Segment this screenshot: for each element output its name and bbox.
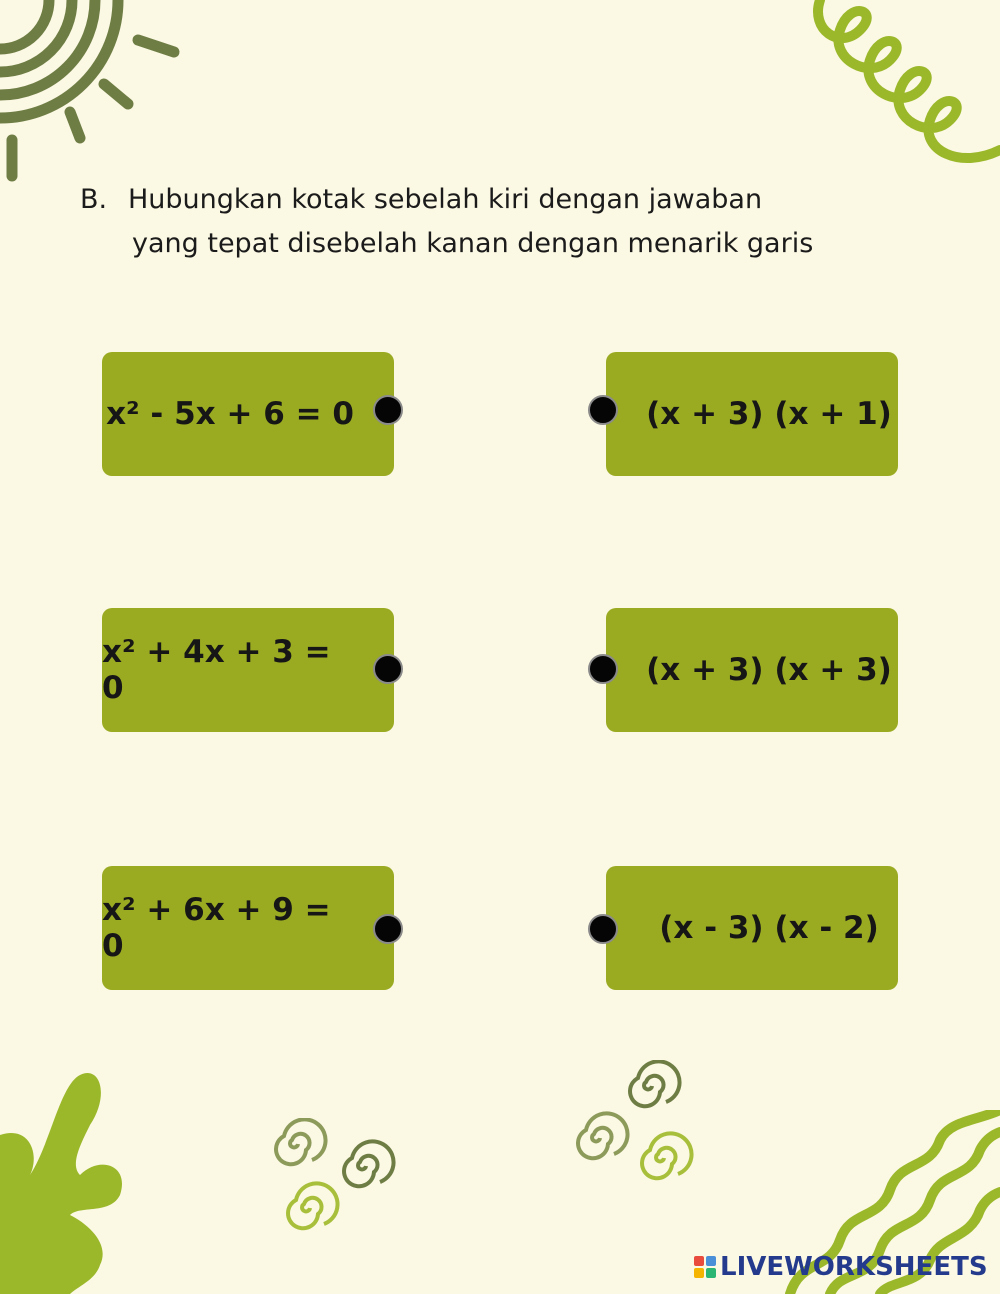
- sun-decoration: [0, 0, 190, 190]
- spiral-decoration: [570, 1060, 700, 1190]
- brand-text: LIVEWORKSHEETS: [720, 1252, 988, 1282]
- right-card-text: (x + 3) (x + 1): [646, 396, 892, 432]
- logo-square-green: [706, 1268, 716, 1278]
- instruction: [80, 178, 940, 266]
- logo-square-blue: [706, 1256, 716, 1266]
- left-card-text: x² + 4x + 3 = 0: [102, 634, 331, 706]
- left-card-text: x² + 6x + 9 = 0: [102, 892, 331, 964]
- liveworksheets-brand: [694, 1252, 988, 1282]
- question-number: B.: [80, 184, 108, 215]
- right-card-text: (x + 3) (x + 3): [646, 652, 892, 688]
- instruction-line-2: yang tepat disebelah kanan dengan menarik garis: [132, 228, 814, 259]
- left-card-1: [102, 352, 394, 476]
- right-connector-dot-3[interactable]: [588, 914, 618, 944]
- spiral-decoration: [268, 1118, 398, 1238]
- right-card-2: [606, 608, 898, 732]
- liveworksheets-logo-icon: [694, 1256, 716, 1278]
- right-card-text: (x - 3) (x - 2): [659, 910, 879, 946]
- left-connector-dot-2[interactable]: [373, 654, 403, 684]
- right-card-3: [606, 866, 898, 990]
- right-connector-dot-2[interactable]: [588, 654, 618, 684]
- logo-square-yellow: [694, 1268, 704, 1278]
- left-connector-dot-1[interactable]: [373, 395, 403, 425]
- left-card-2: [102, 608, 394, 732]
- left-card-3: [102, 866, 394, 990]
- instruction-line-1: Hubungkan kotak sebelah kiri dengan jawaban: [128, 184, 763, 215]
- right-card-1: [606, 352, 898, 476]
- leaf-decoration: [0, 1065, 140, 1294]
- logo-square-red: [694, 1256, 704, 1266]
- coil-decoration: [800, 0, 1000, 180]
- left-card-text: x² - 5x + 6 = 0: [106, 396, 354, 432]
- left-connector-dot-3[interactable]: [373, 914, 403, 944]
- right-connector-dot-1[interactable]: [588, 395, 618, 425]
